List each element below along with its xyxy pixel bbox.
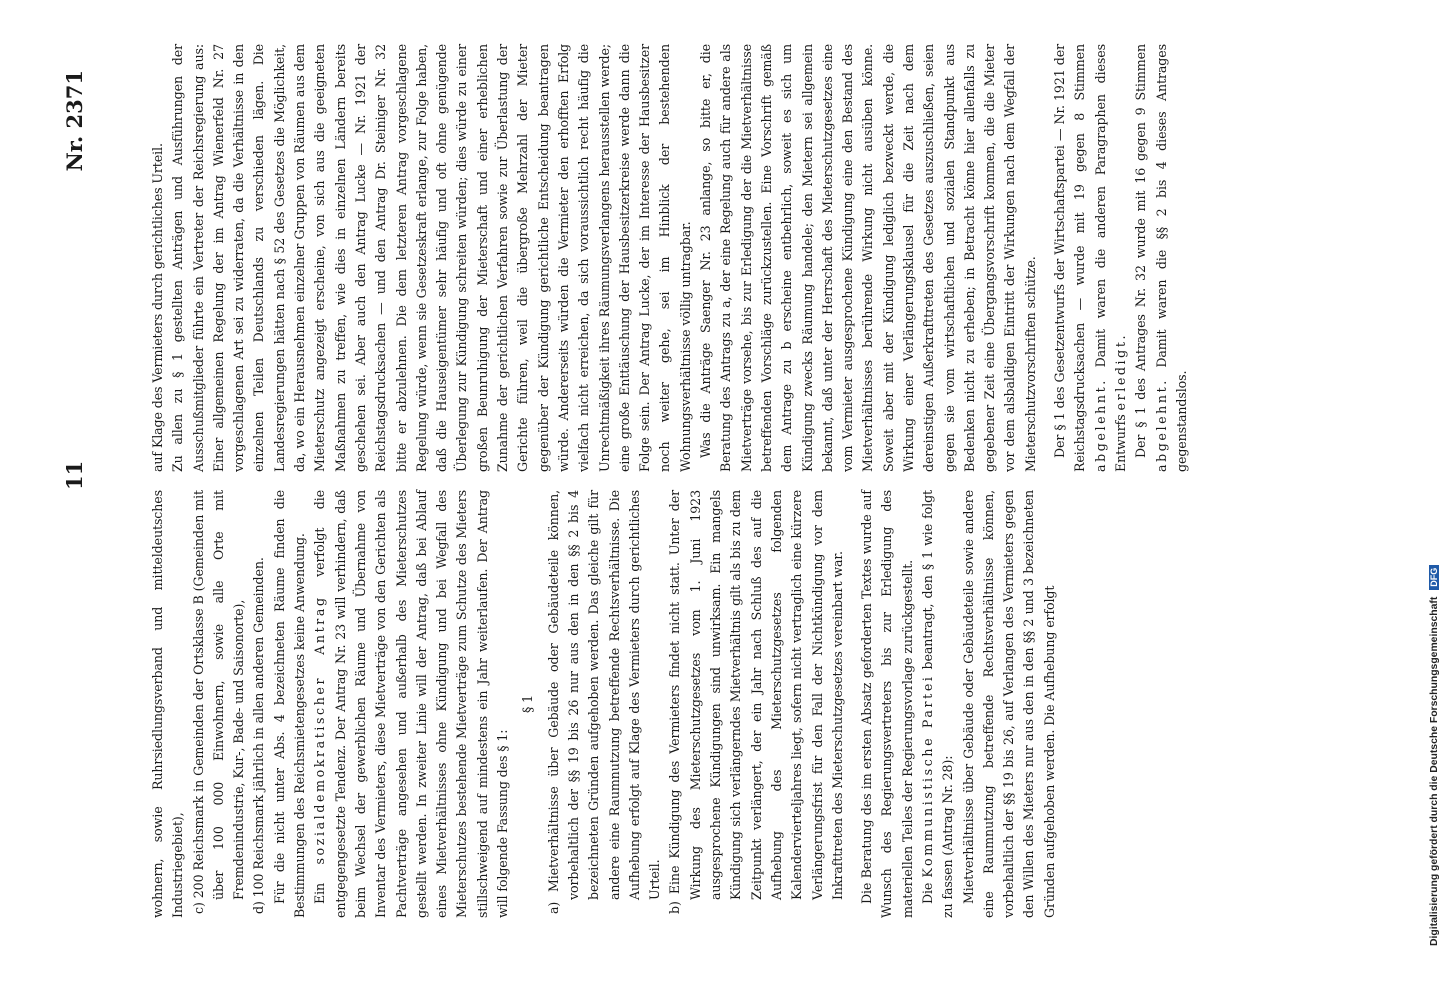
- page-number: 11: [62, 460, 87, 490]
- vote-result: abgelehnt.: [1153, 378, 1169, 472]
- vote-result: erledigt.: [1112, 332, 1128, 411]
- right-paragraph: Der § 1 des Gesetzentwurfs der Wirtschaftspartei — Nr. 1921 der Reichstagsdrucksachen — wurde mit 19 gegen 8 Stimmen abgelehnt. Damit waren die anderen Paragraphen dieses Entwurfs erledigt.: [1052, 44, 1128, 472]
- party-name: sozialdemokratischer Antrag: [312, 595, 328, 865]
- right-column: [148, 44, 1308, 472]
- left-paragraph: wohnern, sowie Ruhrsiedlungsverband und mitteldeutsches Industriegebiet),: [150, 490, 186, 918]
- right-paragraph: auf Klage des Vermieters durch gerichtliches Urteil.: [150, 143, 165, 472]
- section-mark: § 1: [520, 695, 536, 714]
- list-item-b: b) Eine Kündigung des Vermieters findet nicht statt. Unter der Wirkung des Mieterschutzgesetzes vom 1. Juni 1923 ausgesprochene Kündigungen sind unwirksam. Ein mangels Kündigung sich verlängerndes Mietverhältnis gilt als bis zu dem Zeitpunkt verlängert, der ein Jahr nach Schluß des auf die Aufhebung des Mieterschutzgesetzes folgenden Kalendervierteljahres liegt, sofern nicht vertraglich eine kürzere Verlängerungsfrist für den Fall der Nichtkündigung vor dem Inkrafttreten des Mieterschutzgesetzes vereinbart war.: [667, 490, 845, 914]
- list-item-d: d) 100 Reichsmark jährlich in allen anderen Gemeinden.: [251, 557, 267, 914]
- left-paragraph: Die Kommunistische Partei beantragt, den § 1 wie folgt zu fassen (Antrag Nr. 28):: [919, 490, 956, 918]
- digitization-credit: [1418, 16, 1440, 946]
- list-item-a: a) Mietverhältnisse über Gebäude oder Gebäudeteile können, vorbehaltlich der §§ 19 bis 26 nur aus den in den §§ 2 bis 4 bezeichneten Gründen aufgehoben werden. Das gleiche gilt für andere eine Raumnutzung betreffende Rechtsverhältnisse. Die Aufhebung erfolgt auf Klage des Vermieters durch gerichtliches Urteil.: [545, 490, 663, 914]
- left-paragraph: Mietverhältnisse über Gebäude oder Gebäudeteile sowie andere eine Raumnutzung betreffende Rechtsverhältnisse können, vorbehaltlich der §§ 19 bis 26, auf Verlangen des Vermieters gegen den Willen des Mieters nur aus den in den §§ 2 und 3 bezeichneten Gründen aufgehoben werden. Die Aufhebung erfolgt: [960, 490, 1057, 918]
- credit-text: Digitalisierung gefördert durch die Deutsche Forschungsgemeinschaft: [1429, 596, 1440, 946]
- vote-result: abgelehnt.: [1092, 378, 1108, 472]
- list-item-c: c) 200 Reichsmark in Gemeinden der Ortsklasse B (Gemeinden mit über 100 000 Einwohnern, sowie alle Orte mit Fremdenindustrie, Kur-, Bade- und Saisonorte),: [190, 490, 247, 914]
- left-column: [148, 490, 1308, 918]
- right-paragraph: Was die Anträge Saenger Nr. 23 anlange, so bitte er, die Beratung des Antrags zu a, der eine Regelung auch für andere als Mietverträge vorsehe, bis zur Erledigung der die Mietverhältnisse betreffenden Vorschläge zurückzustellen. Eine Vorschrift gemäß dem Antrage zu b erscheine entbehrlich, soweit es sich um Kündigung zwecks Räumung handele; den Mietern sei allgemein bekannt, daß unter der Herrschaft des Mieterschutzgesetzes eine vom Vermieter ausgesprochene Kündigung eine den Bestand des Mietverhältnisses berührende Wirkung nicht ausüben könne. Soweit aber mit der Kündigung lediglich bezweckt werde, die Wirkung einer Verlängerungsklausel für die Zeit nach dem dereinstigen Außerkrafttreten des Gesetzes auszuschließen, seien gegen sie vom wirtschaftlichen und sozialen Standpunkt aus Bedenken nicht zu erheben; in Betracht könne hier allenfalls zu gegebener Zeit eine Übergangsvorschrift kommen, die die Mieter vor dem alsbaldigen Eintritt der Wirkungen nach dem Wegfall der Mieterschutzvorschriften schütze.: [698, 44, 1038, 472]
- page-header: [62, 70, 102, 960]
- left-paragraph: Für die nicht unter Abs. 4 bezeichneten Räume finden die Bestimmungen des Reichsmietengesetzes keine Anwendung.: [271, 490, 308, 918]
- party-name: Kommunistische Partei: [919, 674, 935, 878]
- dfg-logo: DFG: [1429, 565, 1439, 590]
- left-paragraph: Ein sozialdemokratischer Antrag verfolgt die entgegengesetzte Tendenz. Der Antrag Nr. 23 will verhindern, daß beim Wechsel der gewerblichen Räume und Übernahme von Inventar des Vermieters, diese Mietverträge von den Gerichten als Pachtverträge angesehen und außerhalb des Mieterschutzes gestellt werden. In zweiter Linie will der Antrag, daß bei Ablauf eines Mietverhältnisses ohne Kündigung und bei Wegfall des Mieterschutzes bestehende Mietverträge zum Schutze des Mieters stillschweigend auf mindestens ein Jahr weiterlaufen. Der Antrag will folgende Fassung des § 1:: [312, 490, 511, 918]
- left-paragraph: Die Beratung des im ersten Absatz geforderten Textes wurde auf Wunsch des Regierungsvertreters bis zur Erledigung des materiellen Teiles der Regierungsvorlage zurückgestellt.: [859, 490, 915, 918]
- right-paragraph: Zu allen zu § 1 gestellten Anträgen und Ausführungen der Ausschußmitglieder führte ein Vertreter der Reichsregierung aus: Einer allgemeinen Regelung der im Antrag Wienerfeld Nr. 27 vorgeschlagenen Art sei zu widerraten, da die Verhältnisse in den einzelnen Teilen Deutschlands zu verschieden lägen. Die Landesregierungen hätten nach § 52 des Gesetzes die Möglichkeit, da, wo ein Herausnehmen einzelner Gruppen von Räumen aus dem Mieterschutz angezeigt erscheine, von sich aus die geeigneten Maßnahmen zu treffen, wie dies in einzelnen Ländern bereits geschehen sei. Aber auch den Antrag Lucke — Nr. 1921 der Reichstagsdrucksachen — und den Antrag Dr. Steiniger Nr. 32 bitte er abzulehnen. Die dem letzteren Antrag vorgeschlagene Regelung würde, wenn sie Gesetzeskraft erlange, zur Folge haben, daß die Hauseigentümer sehr häufig und oft ohne genügende Überlegung zur Kündigung schreiten würden; dies würde zu einer großen Beunruhigung der Mieterschaft und einer erheblichen Zunahme der gerichtlichen Verfahren sowie zur Überlastung der Gerichte führen, weil die übergroße Mehrzahl der Mieter gegenüber der Kündigung gerichtliche Entscheidung beantragen würde. Andererseits würden die Vermieter den erhofften Erfolg vielfach nicht erreichen, da sich voraussichtlich recht häufig die Unrechtmäßigkeit ihres Räumungsverlangens herausstellen werde; eine große Enttäuschung der Hausbesitzerkreise werde dann die Folge sein. Der Antrag Lucke, der im Interesse der Hausbesitzer noch weiter gehe, sei im Hinblick der bestehenden Wohnungsverhältnisse völlig untragbar.: [170, 44, 693, 472]
- document-number: Nr. 2371: [62, 70, 87, 172]
- right-paragraph: Der § 1 des Antrages Nr. 32 wurde mit 16 gegen 9 Stimmen abgelehnt. Damit waren die §§ 2 bis 4 dieses Antrages gegenstandslos.: [1133, 44, 1189, 472]
